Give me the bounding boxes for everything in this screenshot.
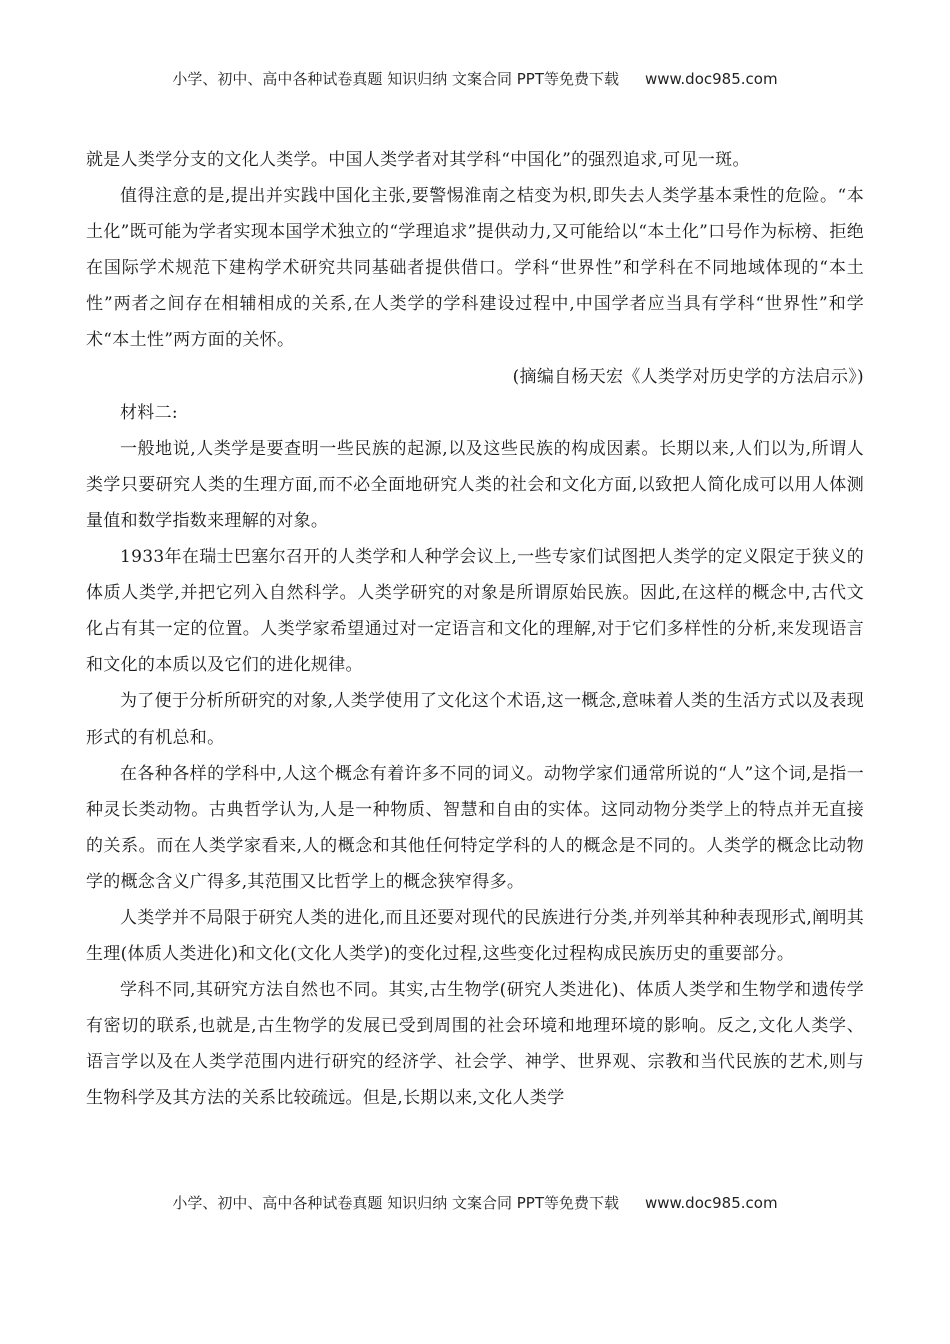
paragraph: 人类学并不局限于研究人类的进化,而且还要对现代的民族进行分类,并列举其种种表现形式,阐明其生理(体质人类进化)和文化(文化人类学)的变化过程,这些变化过程构成民族历史的重要部分。 <box>86 907 864 965</box>
page-header <box>0 68 950 89</box>
header-text: 小学、初中、高中各种试卷真题 知识归纳 文案合同 PPT等免费下载 <box>172 70 619 88</box>
paragraph: 一般地说,人类学是要查明一些民族的起源,以及这些民族的构成因素。长期以来,人们以为,所谓人类学只要研究人类的生理方面,而不必全面地研究人类的社会和文化方面,以致把人简化成可以用人体测量值和数学指数来理解的对象。 <box>86 438 864 531</box>
section-label: 材料二: <box>120 402 178 423</box>
paragraph: 就是人类学分支的文化人类学。中国人类学者对其学科“中国化”的强烈追求,可见一斑。 <box>86 150 750 170</box>
paragraph: 学科不同,其研究方法自然也不同。其实,古生物学(研究人类进化)、体质人类学和生物学和遗传学有密切的联系,也就是,古生物学的发展已受到周围的社会环境和地理环境的影响。反之,文化人类学、语言学以及在人类学范围内进行研究的经济学、社会学、神学、世界观、宗教和当代民族的艺术,则与生物科学及其方法的关系比较疏远。但是,长期以来,文化人类学 <box>86 980 864 1109</box>
article-body <box>86 142 864 1117</box>
paragraph: 值得注意的是,提出并实践中国化主张,要警惕淮南之桔变为枳,即失去人类学基本秉性的危险。“本土化”既可能为学者实现本国学术独立的“学理追求”提供动力,又可能给以“本土化”口号作为标榜、拒绝在国际学术规范下建构学术研究共同基础者提供借口。学科“世界性”和学科在不同地域体现的“本土性”两者之间存在相辅相成的关系,在人类学的学科建设过程中,中国学者应当具有学科“世界性”和学术“本土性”两方面的关怀。 <box>86 186 864 351</box>
header-site-link[interactable]: www.doc985.com <box>644 70 778 88</box>
paragraph: 在各种各样的学科中,人这个概念有着许多不同的词义。动物学家们通常所说的“人”这个词,是指一种灵长类动物。古典哲学认为,人是一种物质、智慧和自由的实体。这同动物分类学上的特点并无直接的关系。而在人类学家看来,人的概念和其他任何特定学科的人的概念是不同的。人类学的概念比动物学的概念含义广得多,其范围又比哲学上的概念狭窄得多。 <box>86 763 864 892</box>
footer-site-link[interactable]: www.doc985.com <box>644 1194 778 1212</box>
footer-text: 小学、初中、高中各种试卷真题 知识归纳 文案合同 PPT等免费下载 <box>172 1194 619 1212</box>
source-citation: (摘编自杨天宏《人类学对历史学的方法启示》) <box>512 366 864 387</box>
paragraph: 为了便于分析所研究的对象,人类学使用了文化这个术语,这一概念,意味着人类的生活方式以及表现形式的有机总和。 <box>86 691 864 748</box>
paragraph: 1933年在瑞士巴塞尔召开的人类学和人种学会议上,一些专家们试图把人类学的定义限定于狭义的体质人类学,并把它列入自然科学。人类学研究的对象是所谓原始民族。因此,在这样的概念中,古代文化占有其一定的位置。人类学家希望通过对一定语言和文化的理解,对于它们多样性的分析,来发现语言和文化的本质以及它们的进化规律。 <box>86 547 864 676</box>
page-footer <box>0 1192 950 1213</box>
